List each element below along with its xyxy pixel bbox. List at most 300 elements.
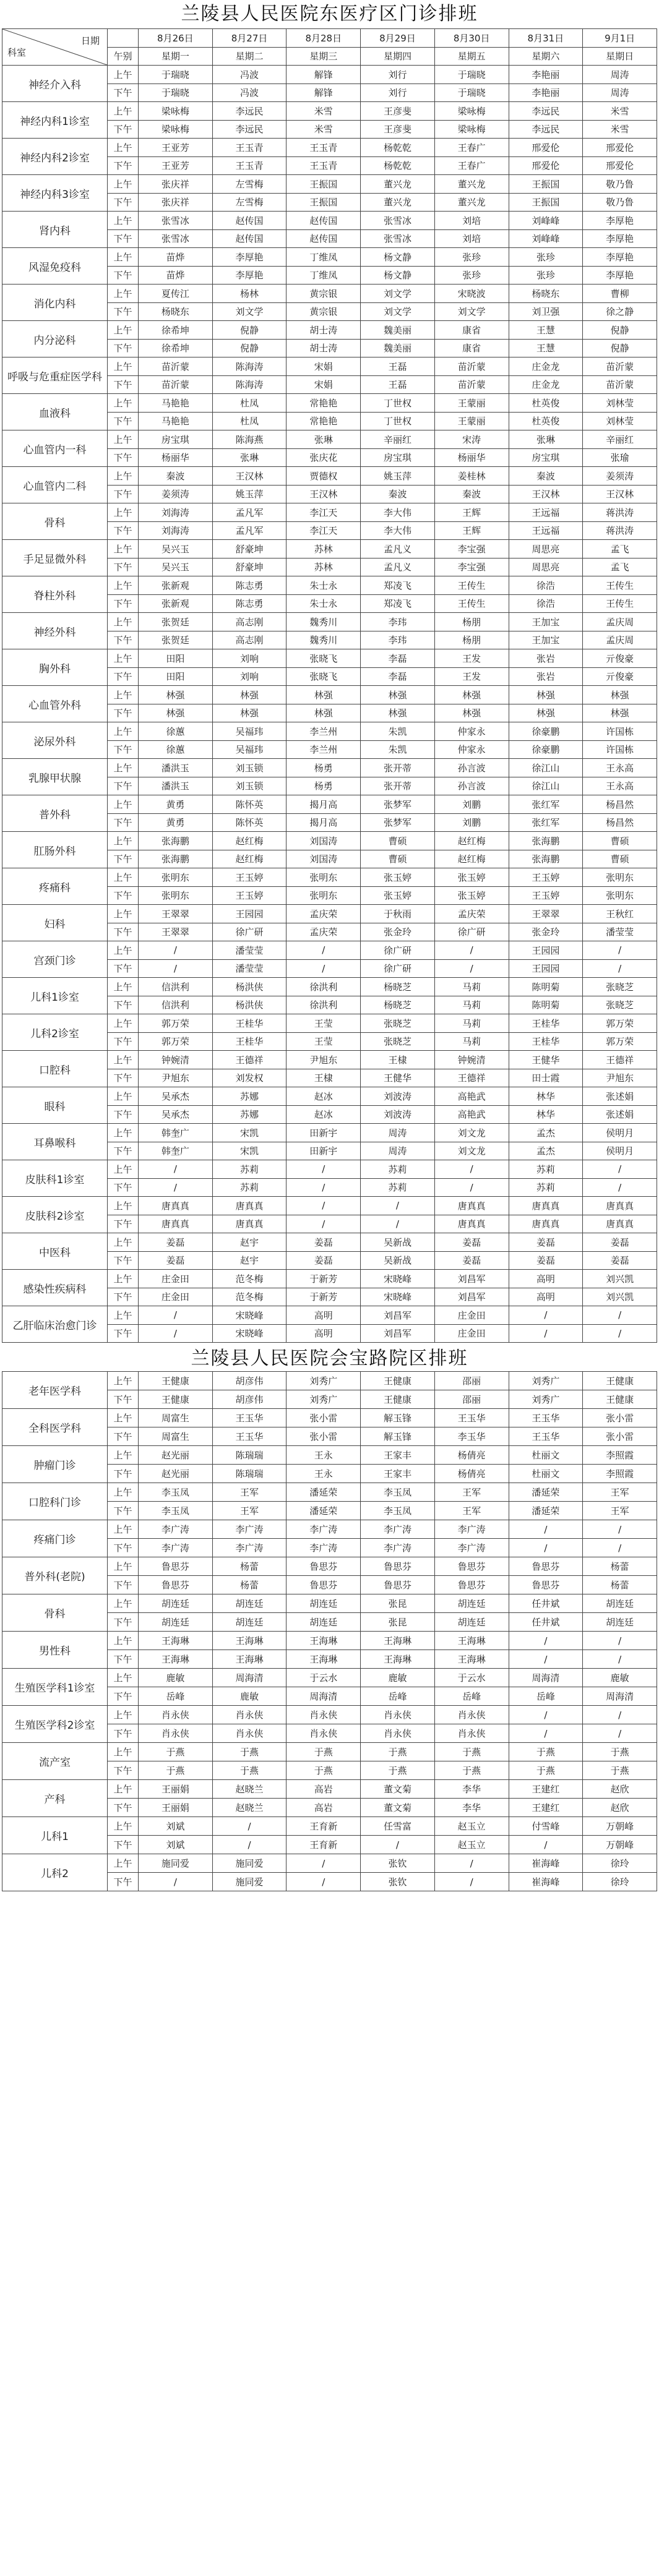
weekday-header: 星期三 xyxy=(286,47,361,66)
doctor-cell: 王玉婷 xyxy=(212,886,286,905)
doctor-cell: 唐真真 xyxy=(583,1215,657,1233)
doctor-cell: 邵丽 xyxy=(434,1372,509,1390)
doctor-cell: 郭万荣 xyxy=(583,1032,657,1051)
doctor-cell: 张瑜 xyxy=(583,448,657,467)
doctor-cell: 董兴龙 xyxy=(434,193,509,212)
period-cell: 下午 xyxy=(108,959,139,978)
table-row xyxy=(2,722,657,741)
doctor-cell: 李华 xyxy=(434,1799,509,1817)
doctor-cell: 万朝峰 xyxy=(583,1836,657,1854)
doctor-cell: 张昆 xyxy=(361,1594,435,1613)
doctor-cell: 于瑞晓 xyxy=(139,66,213,84)
doctor-cell: 苗沂蒙 xyxy=(583,375,657,394)
doctor-cell: 王海琳 xyxy=(139,1632,213,1650)
doctor-cell: 陈怀英 xyxy=(212,813,286,832)
doctor-cell: 李玉凤 xyxy=(139,1483,213,1502)
doctor-cell: 周思亮 xyxy=(509,540,583,558)
doctor-cell: 张述娟 xyxy=(583,1105,657,1124)
doctor-cell: 张金玲 xyxy=(361,923,435,941)
period-cell: 下午 xyxy=(108,1576,139,1594)
period-cell: 下午 xyxy=(108,1142,139,1160)
doctor-cell: 潘莹莹 xyxy=(212,941,286,960)
doctor-cell: 于燕 xyxy=(583,1743,657,1761)
doctor-cell: 鲁思芬 xyxy=(361,1557,435,1576)
doctor-cell: 宋晓峰 xyxy=(361,1288,435,1306)
doctor-cell: 王丽娟 xyxy=(139,1780,213,1799)
table-row xyxy=(2,66,657,84)
department-name: 中医科 xyxy=(2,1233,108,1270)
doctor-cell: 于云水 xyxy=(434,1669,509,1687)
doctor-cell: 赵欣 xyxy=(583,1799,657,1817)
doctor-cell: 王军 xyxy=(212,1483,286,1502)
doctor-cell: 施同爱 xyxy=(212,1873,286,1891)
doctor-cell: 刘玉锁 xyxy=(212,777,286,795)
doctor-cell: 王翠翠 xyxy=(509,905,583,923)
period-cell: 下午 xyxy=(108,923,139,941)
period-cell: 上午 xyxy=(108,905,139,923)
period-cell: 下午 xyxy=(108,1032,139,1051)
doctor-cell: 王翠翠 xyxy=(139,905,213,923)
doctor-cell: 宋晓波 xyxy=(434,285,509,303)
doctor-cell: 于燕 xyxy=(212,1743,286,1761)
doctor-cell: 姚玉萍 xyxy=(361,467,435,486)
doctor-cell: 周涛 xyxy=(361,1142,435,1160)
doctor-cell: 姜磊 xyxy=(434,1233,509,1252)
period-cell: 上午 xyxy=(108,540,139,558)
doctor-cell: 胡连廷 xyxy=(583,1613,657,1632)
department-name: 呼吸与危重症医学科 xyxy=(2,357,108,394)
doctor-cell: 张新观 xyxy=(139,594,213,613)
doctor-cell: 李玮 xyxy=(361,613,435,631)
table-row xyxy=(2,1594,657,1613)
doctor-cell: 徐洪利 xyxy=(286,996,361,1014)
doctor-cell: 苏莉 xyxy=(212,1160,286,1179)
schedule-table-huibaolu xyxy=(2,1371,657,1891)
doctor-cell: 丁维凤 xyxy=(286,248,361,267)
department-name: 血液科 xyxy=(2,394,108,430)
doctor-cell: 王棣 xyxy=(286,1069,361,1087)
doctor-cell: 李大伟 xyxy=(361,521,435,540)
doctor-cell: 张梦军 xyxy=(361,795,435,814)
doctor-cell: 秦波 xyxy=(139,467,213,486)
table-row xyxy=(2,832,657,850)
doctor-cell: 范冬梅 xyxy=(212,1288,286,1306)
doctor-cell: 鲁思芬 xyxy=(509,1557,583,1576)
doctor-cell: 郭万荣 xyxy=(583,1014,657,1033)
date-header: 8月26日 xyxy=(139,29,213,48)
doctor-cell: 苏莉 xyxy=(212,1178,286,1197)
period-cell: 上午 xyxy=(108,175,139,194)
table-row xyxy=(2,1014,657,1033)
doctor-cell: / xyxy=(583,1632,657,1650)
doctor-cell: 苏莉 xyxy=(509,1178,583,1197)
doctor-cell: 徐江山 xyxy=(509,777,583,795)
doctor-cell: 高岩 xyxy=(286,1780,361,1799)
doctor-cell: 刘国涛 xyxy=(286,832,361,850)
doctor-cell: 蒋洪涛 xyxy=(583,521,657,540)
doctor-cell: 张小雷 xyxy=(286,1427,361,1446)
table-row xyxy=(2,430,657,449)
doctor-cell: 曹硕 xyxy=(361,850,435,868)
doctor-cell: 赵欣 xyxy=(583,1780,657,1799)
doctor-cell: 赵红梅 xyxy=(434,832,509,850)
doctor-cell: 刘响 xyxy=(212,667,286,686)
doctor-cell: 孟庆周 xyxy=(583,613,657,631)
doctor-cell: 周思亮 xyxy=(509,558,583,576)
doctor-cell: 徐蕙 xyxy=(139,740,213,759)
doctor-cell: 马莉 xyxy=(434,1032,509,1051)
doctor-cell: 胡士涛 xyxy=(286,321,361,340)
doctor-cell: 马莉 xyxy=(434,978,509,996)
doctor-cell: 高明 xyxy=(509,1270,583,1288)
doctor-cell: 孟凡义 xyxy=(361,558,435,576)
period-cell: 下午 xyxy=(108,1251,139,1270)
doctor-cell: 王玉华 xyxy=(509,1427,583,1446)
doctor-cell: 鹿敏 xyxy=(583,1669,657,1687)
table-row xyxy=(2,1446,657,1465)
doctor-cell: 王育新 xyxy=(286,1836,361,1854)
table-row xyxy=(2,941,657,960)
doctor-cell: 孟庆荣 xyxy=(434,905,509,923)
period-header-blank xyxy=(108,29,139,48)
doctor-cell: 林强 xyxy=(286,704,361,722)
doctor-cell: 杨蕾 xyxy=(212,1557,286,1576)
doctor-cell: 张明东 xyxy=(583,868,657,887)
doctor-cell: 肖永侠 xyxy=(361,1706,435,1724)
doctor-cell: 林强 xyxy=(583,704,657,722)
doctor-cell: 胡连廷 xyxy=(212,1594,286,1613)
doctor-cell: 李玉凤 xyxy=(139,1502,213,1520)
table-row xyxy=(2,1632,657,1650)
doctor-cell: 王玉婷 xyxy=(509,886,583,905)
doctor-cell: 信洪利 xyxy=(139,996,213,1014)
doctor-cell: / xyxy=(509,1706,583,1724)
doctor-cell: 李华 xyxy=(434,1780,509,1799)
doctor-cell: 王汉林 xyxy=(509,485,583,503)
doctor-cell: 周富生 xyxy=(139,1427,213,1446)
doctor-cell: 刘秀广 xyxy=(509,1390,583,1409)
doctor-cell: 李艳丽 xyxy=(509,66,583,84)
doctor-cell: 张琳 xyxy=(212,448,286,467)
doctor-cell: 房宝琪 xyxy=(139,430,213,449)
period-cell: 上午 xyxy=(108,1051,139,1069)
doctor-cell: 苏莉 xyxy=(361,1160,435,1179)
doctor-cell: 辛丽红 xyxy=(583,430,657,449)
date-header: 8月29日 xyxy=(361,29,435,48)
doctor-cell: / xyxy=(509,1520,583,1539)
doctor-cell: 张雪冰 xyxy=(139,229,213,248)
doctor-cell: 王家丰 xyxy=(361,1465,435,1483)
doctor-cell: 吴新战 xyxy=(361,1233,435,1252)
table-row xyxy=(2,1306,657,1325)
doctor-cell: 郭万荣 xyxy=(139,1014,213,1033)
doctor-cell: 朱士永 xyxy=(286,594,361,613)
period-cell: 上午 xyxy=(108,1306,139,1325)
doctor-cell: 王桂华 xyxy=(509,1014,583,1033)
doctor-cell: 解玉锋 xyxy=(361,1427,435,1446)
doctor-cell: 倪静 xyxy=(583,321,657,340)
doctor-cell: 倪静 xyxy=(583,339,657,357)
doctor-cell: 刘文学 xyxy=(361,302,435,321)
doctor-cell: 韩奎广 xyxy=(139,1142,213,1160)
department-name: 眼科 xyxy=(2,1087,108,1124)
doctor-cell: 孟杰 xyxy=(509,1124,583,1142)
doctor-cell: 庄金田 xyxy=(139,1270,213,1288)
doctor-cell: 刘文学 xyxy=(434,302,509,321)
doctor-cell: 董文菊 xyxy=(361,1799,435,1817)
section1-title: 兰陵县人民医院东医疗区门诊排班 xyxy=(181,3,478,25)
doctor-cell: 宋涛 xyxy=(434,430,509,449)
table-row xyxy=(2,321,657,340)
doctor-cell: 王德祥 xyxy=(212,1051,286,1069)
doctor-cell: 张小雷 xyxy=(286,1409,361,1427)
department-name: 儿科1 xyxy=(2,1817,108,1854)
doctor-cell: 于燕 xyxy=(361,1761,435,1780)
doctor-cell: 王健康 xyxy=(583,1390,657,1409)
doctor-cell: 孟凡军 xyxy=(212,503,286,522)
doctor-cell: 胡士涛 xyxy=(286,339,361,357)
department-name: 骨科 xyxy=(2,1594,108,1632)
doctor-cell: 张昆 xyxy=(361,1613,435,1632)
doctor-cell: 钟婉清 xyxy=(139,1051,213,1069)
doctor-cell: 王海琳 xyxy=(139,1650,213,1669)
department-name: 生殖医学科1诊室 xyxy=(2,1669,108,1706)
doctor-cell: 尹旭东 xyxy=(583,1069,657,1087)
doctor-cell: 周海清 xyxy=(212,1669,286,1687)
doctor-cell: 王蒙丽 xyxy=(434,412,509,430)
doctor-cell: 苏娜 xyxy=(212,1087,286,1106)
table-row xyxy=(2,1520,657,1539)
doctor-cell: 孟凡义 xyxy=(361,540,435,558)
doctor-cell: 王发 xyxy=(434,649,509,668)
doctor-cell: / xyxy=(583,1324,657,1343)
doctor-cell: 苗沂蒙 xyxy=(434,357,509,376)
doctor-cell: 张开蒂 xyxy=(361,777,435,795)
doctor-cell: 舒豪坤 xyxy=(212,540,286,558)
doctor-cell: 王德祥 xyxy=(434,1069,509,1087)
doctor-cell: 侯明月 xyxy=(583,1142,657,1160)
doctor-cell: 李照霞 xyxy=(583,1446,657,1465)
period-cell: 上午 xyxy=(108,759,139,777)
period-cell: 下午 xyxy=(108,1724,139,1743)
doctor-cell: 庄金田 xyxy=(139,1288,213,1306)
doctor-cell: / xyxy=(434,1873,509,1891)
doctor-cell: 王春广 xyxy=(434,139,509,157)
doctor-cell: / xyxy=(139,1306,213,1325)
doctor-cell: 刘鹏 xyxy=(434,813,509,832)
doctor-cell: 张晓飞 xyxy=(286,649,361,668)
doctor-cell: 王桂华 xyxy=(212,1032,286,1051)
period-cell: 上午 xyxy=(108,321,139,340)
doctor-cell: 岳峰 xyxy=(509,1687,583,1706)
doctor-cell: 胡连廷 xyxy=(139,1594,213,1613)
doctor-cell: 刘响 xyxy=(212,649,286,668)
doctor-cell: 徐之静 xyxy=(583,302,657,321)
period-cell: 下午 xyxy=(108,375,139,394)
doctor-cell: 林强 xyxy=(434,686,509,704)
doctor-cell: 杨洪侠 xyxy=(212,996,286,1014)
doctor-cell: 徐蕙 xyxy=(139,722,213,741)
doctor-cell: 陈海燕 xyxy=(212,430,286,449)
doctor-cell: 唐真真 xyxy=(212,1197,286,1215)
doctor-cell: 李艳丽 xyxy=(509,83,583,102)
doctor-cell: 于燕 xyxy=(212,1761,286,1780)
doctor-cell: 王秋红 xyxy=(583,905,657,923)
doctor-cell: 刘林莹 xyxy=(583,412,657,430)
doctor-cell: / xyxy=(583,1539,657,1557)
table-row xyxy=(2,503,657,522)
department-name: 风湿免疫科 xyxy=(2,248,108,285)
weekday-header: 星期一 xyxy=(139,47,213,66)
doctor-cell: 朱士永 xyxy=(286,576,361,595)
table-row xyxy=(2,795,657,814)
doctor-cell: 徐广研 xyxy=(434,923,509,941)
doctor-cell: 邢爱伦 xyxy=(583,156,657,175)
doctor-cell: 杨晓芝 xyxy=(361,978,435,996)
period-cell: 上午 xyxy=(108,649,139,668)
doctor-cell: 高志刚 xyxy=(212,631,286,649)
doctor-cell: / xyxy=(139,1160,213,1179)
doctor-cell: 唐真真 xyxy=(509,1197,583,1215)
doctor-cell: 张梦军 xyxy=(361,813,435,832)
doctor-cell: 鲁思芬 xyxy=(361,1576,435,1594)
doctor-cell: 胡连廷 xyxy=(434,1613,509,1632)
doctor-cell: 吴承杰 xyxy=(139,1087,213,1106)
doctor-cell: 赵传国 xyxy=(212,212,286,230)
table-row xyxy=(2,175,657,194)
doctor-cell: 杨丽华 xyxy=(139,448,213,467)
doctor-cell: 魏美丽 xyxy=(361,339,435,357)
department-name: 皮肤科1诊室 xyxy=(2,1160,108,1197)
weekday-header: 星期五 xyxy=(434,47,509,66)
doctor-cell: 郑凌飞 xyxy=(361,594,435,613)
department-name: 乙肝临床治愈门诊 xyxy=(2,1306,108,1343)
doctor-cell: 李厚艳 xyxy=(583,248,657,267)
period-cell: 下午 xyxy=(108,521,139,540)
doctor-cell: / xyxy=(286,1197,361,1215)
doctor-cell: 张岩 xyxy=(509,649,583,668)
period-cell: 上午 xyxy=(108,102,139,121)
period-cell: 上午 xyxy=(108,430,139,449)
doctor-cell: 王汉林 xyxy=(212,467,286,486)
doctor-cell: 刘秀广 xyxy=(509,1372,583,1390)
period-cell: 下午 xyxy=(108,83,139,102)
doctor-cell: / xyxy=(509,1724,583,1743)
doctor-cell: 王永高 xyxy=(583,777,657,795)
doctor-cell: 张琳 xyxy=(509,430,583,449)
doctor-cell: 鲁思芬 xyxy=(286,1557,361,1576)
doctor-cell: 刘培 xyxy=(434,229,509,248)
doctor-cell: 刘行 xyxy=(361,66,435,84)
doctor-cell: 王海琳 xyxy=(361,1632,435,1650)
period-cell: 下午 xyxy=(108,740,139,759)
doctor-cell: 梁咏梅 xyxy=(434,120,509,139)
doctor-cell: 孟庆荣 xyxy=(286,905,361,923)
period-cell: 下午 xyxy=(108,229,139,248)
doctor-cell: 赵传国 xyxy=(286,229,361,248)
doctor-cell: 徐玲 xyxy=(583,1873,657,1891)
doctor-cell: 王玉华 xyxy=(434,1409,509,1427)
doctor-cell: 王春广 xyxy=(434,156,509,175)
doctor-cell: 王慧 xyxy=(509,339,583,357)
doctor-cell: 仲家永 xyxy=(434,722,509,741)
doctor-cell: 张琳 xyxy=(286,430,361,449)
period-cell: 上午 xyxy=(108,613,139,631)
table-row xyxy=(2,1409,657,1427)
doctor-cell: 林强 xyxy=(286,686,361,704)
doctor-cell: 张庆祥 xyxy=(139,193,213,212)
doctor-cell: 苗烨 xyxy=(139,266,213,285)
corner-date-label: 日期 xyxy=(80,35,100,46)
doctor-cell: 夏传江 xyxy=(139,285,213,303)
doctor-cell: 唐真真 xyxy=(583,1197,657,1215)
doctor-cell: 林强 xyxy=(212,686,286,704)
doctor-cell: 胡连廷 xyxy=(139,1613,213,1632)
doctor-cell: 杨晓芝 xyxy=(361,996,435,1014)
doctor-cell: 胡连廷 xyxy=(583,1594,657,1613)
doctor-cell: 周涛 xyxy=(583,83,657,102)
doctor-cell: 王玉青 xyxy=(212,139,286,157)
doctor-cell: 王磊 xyxy=(361,357,435,376)
doctor-cell: 任雪富 xyxy=(361,1817,435,1836)
period-cell: 上午 xyxy=(108,1669,139,1687)
period-cell: 下午 xyxy=(108,412,139,430)
period-cell: 上午 xyxy=(108,978,139,996)
doctor-cell: 王传生 xyxy=(434,576,509,595)
doctor-cell: 解玉锋 xyxy=(361,1409,435,1427)
doctor-cell: 苗烨 xyxy=(139,248,213,267)
doctor-cell: 徐玲 xyxy=(583,1854,657,1873)
department-name: 皮肤科2诊室 xyxy=(2,1197,108,1233)
corner-cell xyxy=(2,29,108,66)
doctor-cell: / xyxy=(583,1306,657,1325)
period-cell: 上午 xyxy=(108,66,139,84)
doctor-cell: 邢爱伦 xyxy=(509,139,583,157)
doctor-cell: 曹柳 xyxy=(583,285,657,303)
doctor-cell: 林强 xyxy=(361,704,435,722)
doctor-cell: 王传生 xyxy=(583,576,657,595)
doctor-cell: / xyxy=(212,1817,286,1836)
doctor-cell: 王军 xyxy=(434,1502,509,1520)
doctor-cell: 徐浩 xyxy=(509,594,583,613)
doctor-cell: 张晓芝 xyxy=(361,1032,435,1051)
doctor-cell: 王海琳 xyxy=(212,1650,286,1669)
period-cell: 上午 xyxy=(108,1817,139,1836)
department-name: 流产室 xyxy=(2,1743,108,1780)
doctor-cell: 陈海涛 xyxy=(212,375,286,394)
doctor-cell: 王莹 xyxy=(286,1014,361,1033)
doctor-cell: 姜磊 xyxy=(583,1251,657,1270)
doctor-cell: 曹硕 xyxy=(583,832,657,850)
doctor-cell: 王莹 xyxy=(286,1032,361,1051)
doctor-cell: 孟飞 xyxy=(583,558,657,576)
doctor-cell: 常艳艳 xyxy=(286,412,361,430)
period-cell: 下午 xyxy=(108,1650,139,1669)
doctor-cell: 潘延荣 xyxy=(286,1502,361,1520)
doctor-cell: 许国栋 xyxy=(583,740,657,759)
doctor-cell: 王玉青 xyxy=(286,156,361,175)
period-cell: 下午 xyxy=(108,704,139,722)
doctor-cell: 李广涛 xyxy=(361,1539,435,1557)
department-name: 肛肠外科 xyxy=(2,832,108,868)
doctor-cell: 李江天 xyxy=(286,521,361,540)
doctor-cell: 揭月高 xyxy=(286,795,361,814)
doctor-cell: 张明东 xyxy=(139,868,213,887)
doctor-cell: 赵冰 xyxy=(286,1105,361,1124)
period-cell: 上午 xyxy=(108,248,139,267)
doctor-cell: 仲家永 xyxy=(434,740,509,759)
period-cell: 上午 xyxy=(108,1557,139,1576)
